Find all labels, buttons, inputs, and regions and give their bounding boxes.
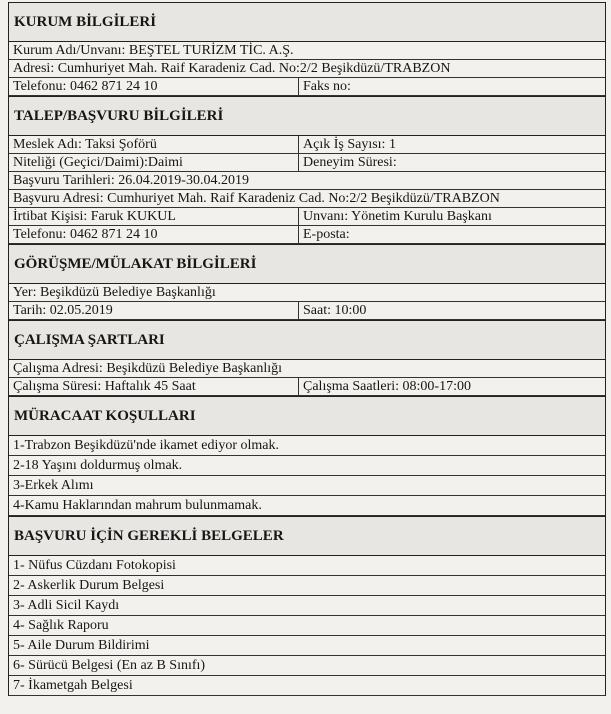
list-item — [9, 496, 605, 516]
kurum-faks: Faks no: — [303, 79, 351, 94]
deneyim-suresi: Deneyim Süresi: — [303, 155, 397, 170]
gorusme-saat: Saat: 10:00 — [303, 303, 367, 318]
table-row — [9, 190, 605, 208]
list-item — [9, 436, 605, 456]
calisma-saatleri: Çalışma Saatleri: 08:00-17:00 — [303, 379, 471, 394]
acik-is-sayisi: Açık İş Sayısı: 1 — [303, 137, 396, 152]
muracaat-kosulu: 3-Erkek Alımı — [13, 478, 94, 493]
kurum-adi: Kurum Adı/Unvanı: BEŞTEL TURİZM TİC. A.Ş. — [13, 43, 294, 58]
section-header-kurum: KURUM BİLGİLERİ — [9, 2, 605, 42]
section-header-belgeler: BAŞVURU İÇİN GEREKLİ BELGELER — [9, 516, 605, 556]
muracaat-kosulu: 2-18 Yaşını doldurmuş olmak. — [13, 458, 183, 473]
section-header-calisma: ÇALIŞMA ŞARTLARI — [9, 320, 605, 360]
table-row — [9, 60, 605, 78]
table-row — [9, 154, 605, 172]
table-row — [9, 226, 605, 244]
list-item — [9, 656, 605, 676]
gerekli-belge: 1- Nüfus Cüzdanı Fotokopisi — [13, 558, 176, 573]
kurum-adres: Adresi: Cumhuriyet Mah. Raif Karadeniz Cad. No:2/2 Beşikdüzü/TRABZON — [13, 61, 451, 76]
table-row — [9, 208, 605, 226]
gerekli-belge: 5- Aile Durum Bildirimi — [13, 638, 150, 653]
application-form — [8, 2, 606, 696]
gerekli-belge: 2- Askerlik Durum Belgesi — [13, 578, 165, 593]
list-item — [9, 476, 605, 496]
gerekli-belge: 4- Sağlık Raporu — [13, 618, 109, 633]
irtibat-kisisi: İrtibat Kişisi: Faruk KUKUL — [9, 208, 299, 225]
niteligi: Niteliği (Geçici/Daimi):Daimi — [9, 154, 299, 171]
unvani: Unvanı: Yönetim Kurulu Başkanı — [303, 209, 492, 224]
calisma-adresi: Çalışma Adresi: Beşikdüzü Belediye Başkanlığı — [13, 361, 283, 376]
table-row — [9, 360, 605, 378]
meslek-adi: Meslek Adı: Taksi Şoförü — [9, 136, 299, 153]
gorusme-tarih: Tarih: 02.05.2019 — [9, 302, 299, 319]
list-item — [9, 676, 605, 696]
section-header-gorusme: GÖRÜŞME/MÜLAKAT BİLGİLERİ — [9, 244, 605, 284]
list-item — [9, 576, 605, 596]
kurum-telefon: Telefonu: 0462 871 24 10 — [9, 78, 299, 95]
list-item — [9, 456, 605, 476]
muracaat-kosulu: 4-Kamu Haklarından mahrum bulunmamak. — [13, 498, 262, 513]
table-row — [9, 136, 605, 154]
table-row — [9, 302, 605, 320]
table-row — [9, 378, 605, 396]
list-item — [9, 596, 605, 616]
gorusme-yer: Yer: Beşikdüzü Belediye Başkanlığı — [13, 285, 216, 300]
list-item — [9, 556, 605, 576]
table-row — [9, 78, 605, 96]
list-item — [9, 616, 605, 636]
list-item — [9, 636, 605, 656]
basvuru-tarihleri: Başvuru Tarihleri: 26.04.2019-30.04.2019 — [13, 173, 249, 188]
gerekli-belge: 7- İkametgah Belgesi — [13, 678, 133, 693]
table-row — [9, 172, 605, 190]
table-row — [9, 42, 605, 60]
talep-telefon: Telefonu: 0462 871 24 10 — [9, 226, 299, 243]
calisma-suresi: Çalışma Süresi: Haftalık 45 Saat — [9, 378, 299, 395]
basvuru-adresi: Başvuru Adresi: Cumhuriyet Mah. Raif Karadeniz Cad. No:2/2 Beşikdüzü/TRABZON — [13, 191, 500, 206]
table-row — [9, 284, 605, 302]
section-header-talep: TALEP/BAŞVURU BİLGİLERİ — [9, 96, 605, 136]
section-header-muracaat: MÜRACAAT KOŞULLARI — [9, 396, 605, 436]
gerekli-belge: 6- Sürücü Belgesi (En az B Sınıfı) — [13, 658, 206, 673]
muracaat-kosulu: 1-Trabzon Beşikdüzü'nde ikamet ediyor olmak. — [13, 438, 280, 453]
e-posta: E-posta: — [303, 227, 350, 242]
gerekli-belge: 3- Adli Sicil Kaydı — [13, 598, 120, 613]
